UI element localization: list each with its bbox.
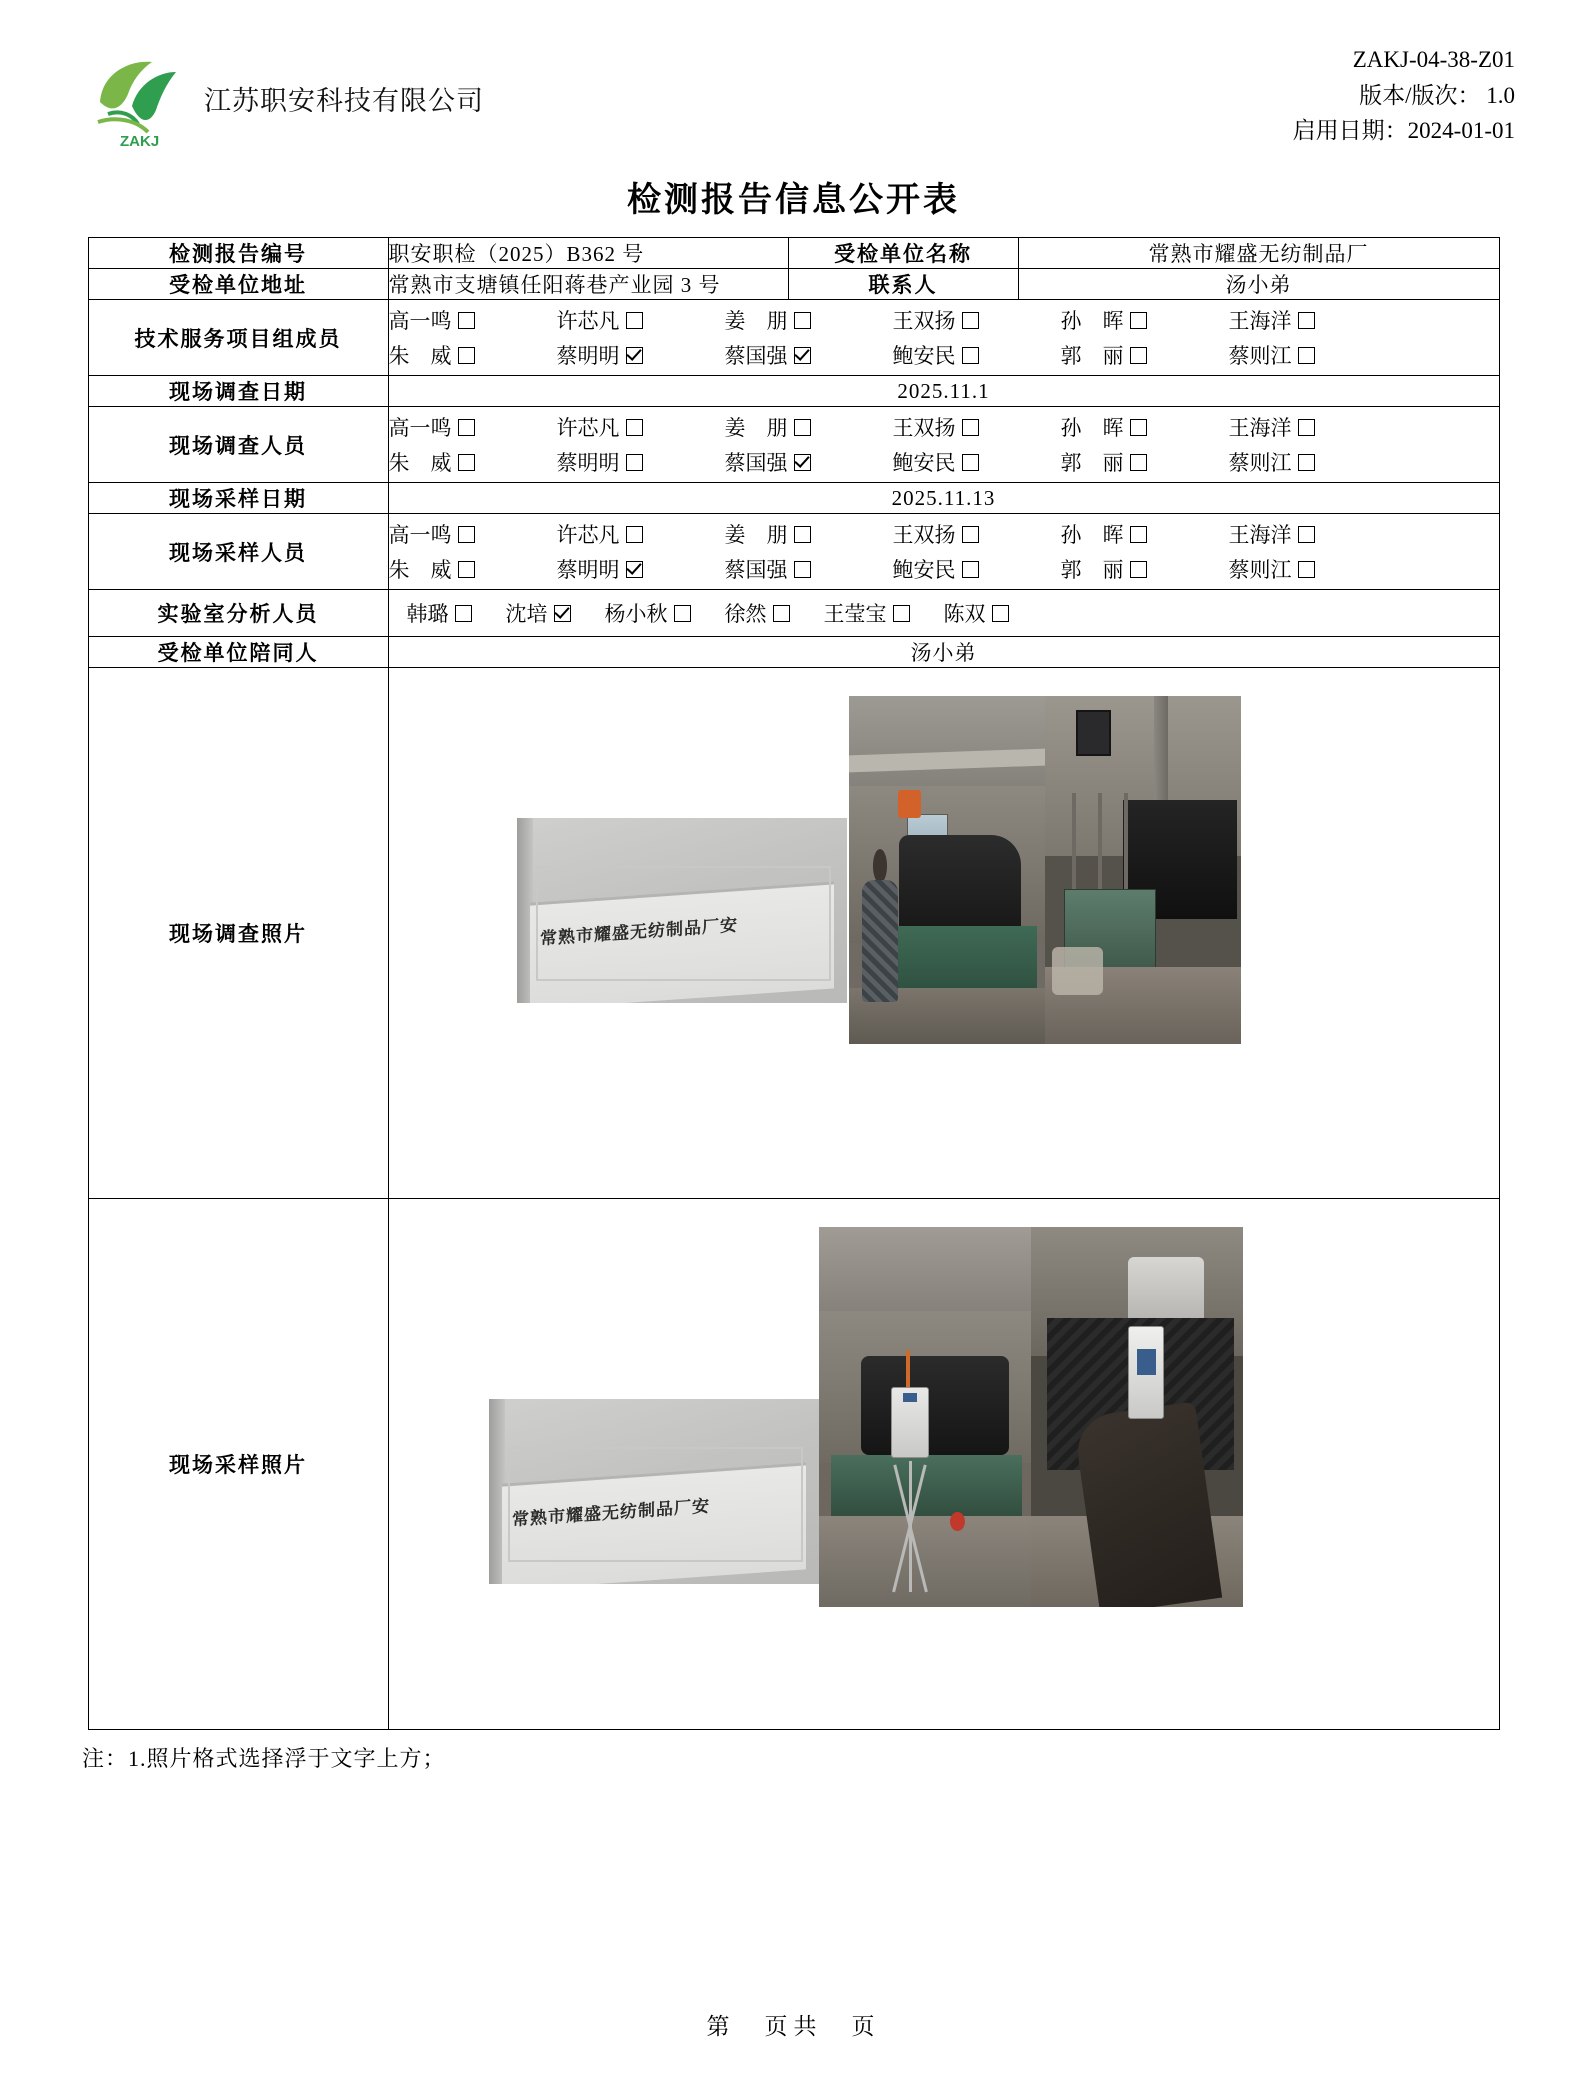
table-row <box>88 1199 1499 1730</box>
sampling-member[interactable]: 王海洋 <box>1229 519 1379 549</box>
survey-member[interactable]: 蔡国强 <box>725 447 893 477</box>
survey-date-value: 2025.11.1 <box>388 376 1499 407</box>
sampling-member[interactable]: 鲍安民 <box>893 554 1061 584</box>
team-row-1 <box>389 305 1499 335</box>
checkbox[interactable] <box>458 419 475 436</box>
checkbox[interactable] <box>962 419 979 436</box>
signboard-text: 常熟市耀盛无纺制品厂安 <box>511 1496 710 1530</box>
sampling-member[interactable]: 孙 晖 <box>1061 519 1229 549</box>
survey-member[interactable]: 郭 丽 <box>1061 447 1229 477</box>
team-member[interactable]: 王海洋 <box>1229 305 1379 335</box>
checkbox[interactable] <box>962 347 979 364</box>
lab-member[interactable]: 徐然 <box>725 598 790 628</box>
checkbox[interactable] <box>1130 526 1147 543</box>
team-member[interactable]: 高一鸣 <box>389 305 557 335</box>
client-name-label: 受检单位名称 <box>788 238 1018 269</box>
checkbox[interactable] <box>1130 561 1147 578</box>
team-member[interactable]: 姜 朋 <box>725 305 893 335</box>
checkbox[interactable] <box>1298 312 1315 329</box>
sampling-photo-cell <box>388 1199 1499 1730</box>
checkbox[interactable] <box>794 419 811 436</box>
survey-row-2 <box>389 447 1499 477</box>
team-member[interactable]: 蔡国强 <box>725 340 893 370</box>
escort-label: 受检单位陪同人 <box>88 637 388 668</box>
checkbox[interactable] <box>794 312 811 329</box>
survey-member[interactable]: 许芯凡 <box>557 412 725 442</box>
table-row <box>88 590 1499 637</box>
sampling-row-1 <box>389 519 1499 549</box>
escort-value: 汤小弟 <box>388 637 1499 668</box>
lab-member[interactable]: 杨小秋 <box>605 598 691 628</box>
survey-member[interactable]: 蔡则江 <box>1229 447 1379 477</box>
survey-staff-label: 现场调查人员 <box>88 407 388 483</box>
checkbox[interactable] <box>893 605 910 622</box>
signboard-text: 常熟市耀盛无纺制品厂安 <box>539 915 738 949</box>
photo-survey-workshop <box>849 696 1045 1044</box>
checkbox-checked[interactable] <box>794 347 811 364</box>
sampling-date-value: 2025.11.13 <box>388 483 1499 514</box>
checkbox[interactable] <box>794 526 811 543</box>
sampling-member[interactable]: 郭 丽 <box>1061 554 1229 584</box>
checkbox[interactable] <box>626 312 643 329</box>
table-row <box>88 376 1499 407</box>
checkbox[interactable] <box>458 526 475 543</box>
report-no-value: 职安职检（2025）B362 号 <box>388 238 788 269</box>
lab-member[interactable]: 王莹宝 <box>824 598 910 628</box>
header-left <box>60 34 484 152</box>
survey-member[interactable]: 姜 朋 <box>725 412 893 442</box>
team-label: 技术服务项目组成员 <box>88 300 388 376</box>
table-row <box>88 300 1499 376</box>
sampling-member[interactable]: 蔡明明 <box>557 554 725 584</box>
checkbox[interactable] <box>458 312 475 329</box>
team-members-group[interactable] <box>388 300 1499 376</box>
survey-member[interactable]: 孙 晖 <box>1061 412 1229 442</box>
checkbox[interactable] <box>1298 347 1315 364</box>
table-row <box>88 483 1499 514</box>
checkbox[interactable] <box>992 605 1009 622</box>
team-member[interactable]: 蔡则江 <box>1229 340 1379 370</box>
table-row <box>88 668 1499 1199</box>
document-code: ZAKJ-04-38-Z01 <box>1352 47 1515 72</box>
survey-member[interactable]: 王双扬 <box>893 412 1061 442</box>
sampling-member[interactable]: 高一鸣 <box>389 519 557 549</box>
svg-text:ZAKJ: ZAKJ <box>120 133 160 150</box>
checkbox[interactable] <box>455 605 472 622</box>
sampling-date-label: 现场采样日期 <box>88 483 388 514</box>
company-logo-icon <box>80 44 188 152</box>
report-info-table <box>88 237 1500 1730</box>
document-version: 版本/版次： 1.0 <box>1359 82 1515 108</box>
sampling-staff-group[interactable] <box>388 514 1499 590</box>
table-row <box>88 514 1499 590</box>
checkbox[interactable] <box>1130 419 1147 436</box>
checkbox[interactable] <box>1130 454 1147 471</box>
survey-member[interactable]: 朱 威 <box>389 447 557 477</box>
checkbox[interactable] <box>1298 526 1315 543</box>
lab-staff-group[interactable] <box>388 590 1499 637</box>
team-member[interactable]: 蔡明明 <box>557 340 725 370</box>
checkbox[interactable] <box>773 605 790 622</box>
survey-photo-cell <box>388 668 1499 1199</box>
checkbox-checked[interactable] <box>794 454 811 471</box>
survey-staff-group[interactable] <box>388 407 1499 483</box>
checkbox-checked[interactable] <box>626 561 643 578</box>
lab-member[interactable]: 韩璐 <box>407 598 472 628</box>
checkbox[interactable] <box>458 454 475 471</box>
survey-row-1 <box>389 412 1499 442</box>
report-no-label: 检测报告编号 <box>88 238 388 269</box>
checkbox[interactable] <box>962 526 979 543</box>
sampling-member[interactable]: 蔡国强 <box>725 554 893 584</box>
checkbox[interactable] <box>1298 454 1315 471</box>
table-note: 注：1.照片格式选择浮于文字上方； <box>82 1746 446 1771</box>
checkbox[interactable] <box>794 561 811 578</box>
client-name-value: 常熟市耀盛无纺制品厂 <box>1018 238 1499 269</box>
table-row <box>88 407 1499 483</box>
team-member[interactable]: 鲍安民 <box>893 340 1061 370</box>
survey-member[interactable]: 鲍安民 <box>893 447 1061 477</box>
checkbox-checked[interactable] <box>554 605 571 622</box>
team-member[interactable]: 孙 晖 <box>1061 305 1229 335</box>
photo-sampling-signboard <box>489 1399 819 1584</box>
checkbox[interactable] <box>962 454 979 471</box>
checkbox[interactable] <box>1298 419 1315 436</box>
sampling-photo-label: 现场采样照片 <box>88 1199 388 1730</box>
survey-date-label: 现场调查日期 <box>88 376 388 407</box>
team-member[interactable]: 许芯凡 <box>557 305 725 335</box>
sampling-member[interactable]: 蔡则江 <box>1229 554 1379 584</box>
checkbox[interactable] <box>1298 561 1315 578</box>
sampling-member[interactable]: 姜 朋 <box>725 519 893 549</box>
team-member[interactable]: 朱 威 <box>389 340 557 370</box>
sampling-member[interactable]: 许芯凡 <box>557 519 725 549</box>
photo-sampling-handheld <box>1031 1227 1243 1607</box>
team-member[interactable]: 郭 丽 <box>1061 340 1229 370</box>
sampling-member[interactable]: 朱 威 <box>389 554 557 584</box>
page-footer: 第 页共 页 <box>706 2014 881 2039</box>
document-effective-date: 启用日期：2024-01-01 <box>1292 118 1515 144</box>
lab-member[interactable]: 沈培 <box>506 598 571 628</box>
survey-member[interactable]: 蔡明明 <box>557 447 725 477</box>
contact-value: 汤小弟 <box>1018 269 1499 300</box>
checkbox[interactable] <box>458 561 475 578</box>
lab-member[interactable]: 陈双 <box>944 598 1009 628</box>
checkbox[interactable] <box>674 605 691 622</box>
checkbox[interactable] <box>1130 347 1147 364</box>
checkbox[interactable] <box>626 526 643 543</box>
page-title: 检测报告信息公开表 <box>627 182 960 219</box>
team-member[interactable]: 王双扬 <box>893 305 1061 335</box>
checkbox[interactable] <box>626 419 643 436</box>
table-row <box>88 637 1499 668</box>
sampling-staff-label: 现场采样人员 <box>88 514 388 590</box>
table-row <box>88 269 1499 300</box>
checkbox[interactable] <box>458 347 475 364</box>
sampling-member[interactable]: 王双扬 <box>893 519 1061 549</box>
header-right <box>1293 34 1527 149</box>
checkbox[interactable] <box>962 561 979 578</box>
checkbox-checked[interactable] <box>626 347 643 364</box>
lab-staff-label: 实验室分析人员 <box>88 590 388 637</box>
survey-member[interactable]: 王海洋 <box>1229 412 1379 442</box>
photo-survey-signboard <box>517 818 847 1003</box>
contact-label: 联系人 <box>788 269 1018 300</box>
team-row-2 <box>389 340 1499 370</box>
photo-sampling-tripod <box>819 1227 1031 1607</box>
survey-member[interactable]: 高一鸣 <box>389 412 557 442</box>
client-address-value: 常熟市支塘镇任阳蒋巷产业园 3 号 <box>388 269 788 300</box>
company-name: 江苏职安科技有限公司 <box>204 85 484 116</box>
checkbox[interactable] <box>962 312 979 329</box>
checkbox[interactable] <box>626 454 643 471</box>
photo-survey-machineroom <box>1045 696 1241 1044</box>
client-address-label: 受检单位地址 <box>88 269 388 300</box>
survey-photo-label: 现场调查照片 <box>88 668 388 1199</box>
document-header <box>60 34 1527 154</box>
sampling-row-2 <box>389 554 1499 584</box>
checkbox[interactable] <box>1130 312 1147 329</box>
table-row <box>88 238 1499 269</box>
